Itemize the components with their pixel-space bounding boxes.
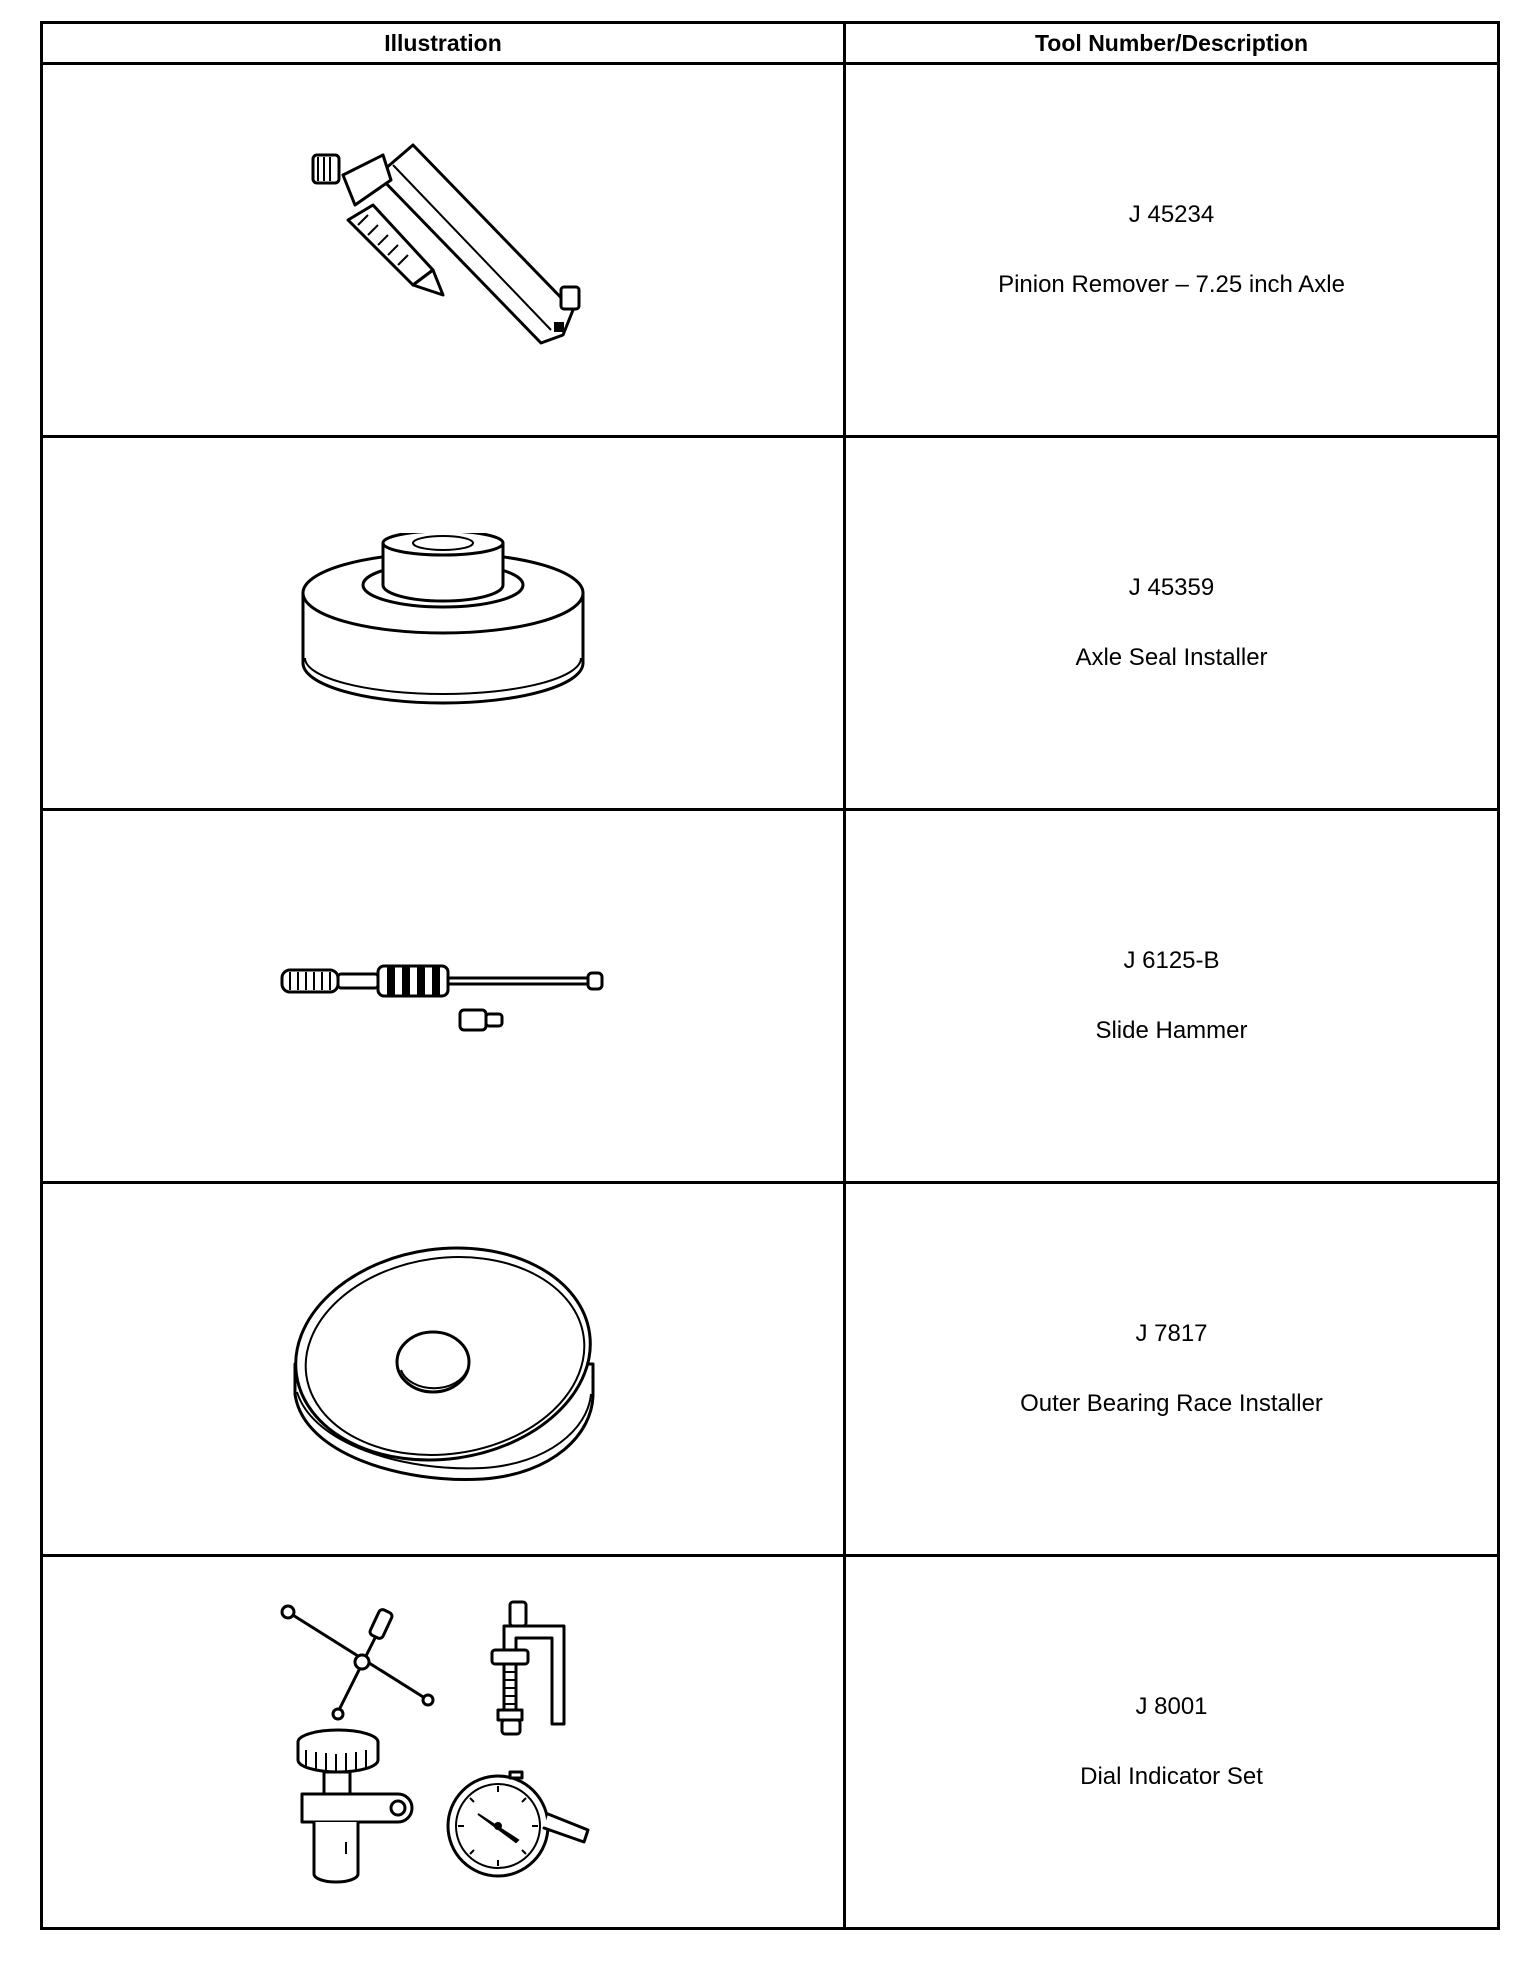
tool-number: J 45359 bbox=[1128, 574, 1215, 601]
table-row bbox=[42, 810, 1499, 1183]
tool-description: Slide Hammer bbox=[1095, 1017, 1248, 1044]
tool-description: Outer Bearing Race Installer bbox=[1020, 1390, 1323, 1417]
tool-number: J 6125-B bbox=[1123, 947, 1220, 974]
slide-hammer-icon bbox=[278, 956, 608, 1036]
illustration-cell bbox=[42, 437, 845, 810]
header-row bbox=[42, 23, 1499, 64]
tool-info-cell bbox=[845, 1556, 1499, 1929]
dial-indicator-set-icon bbox=[278, 1592, 608, 1892]
pinion-remover-icon bbox=[283, 135, 603, 365]
tool-info-cell bbox=[845, 437, 1499, 810]
axle-seal-installer-icon bbox=[293, 533, 593, 713]
table-row bbox=[42, 1556, 1499, 1929]
illustration-cell bbox=[42, 810, 845, 1183]
table-row bbox=[42, 64, 1499, 437]
illustration-cell bbox=[42, 1183, 845, 1556]
illustration-cell bbox=[42, 64, 845, 437]
tool-info-cell bbox=[845, 810, 1499, 1183]
bearing-race-installer-icon bbox=[283, 1244, 603, 1494]
tool-description: Dial Indicator Set bbox=[1080, 1763, 1263, 1790]
illustration-header: Illustration bbox=[42, 23, 845, 64]
table-row bbox=[42, 1183, 1499, 1556]
table-row bbox=[42, 437, 1499, 810]
illustration-cell bbox=[42, 1556, 845, 1929]
tool-description-header: Tool Number/Description bbox=[845, 23, 1499, 64]
tool-description: Pinion Remover – 7.25 inch Axle bbox=[998, 271, 1345, 298]
special-tools-table bbox=[40, 21, 1500, 1930]
tool-number: J 8001 bbox=[1135, 1693, 1208, 1720]
tool-number: J 45234 bbox=[1128, 201, 1215, 228]
tool-description: Axle Seal Installer bbox=[1075, 644, 1268, 671]
tool-info-cell bbox=[845, 1183, 1499, 1556]
tool-number: J 7817 bbox=[1135, 1320, 1208, 1347]
tool-info-cell bbox=[845, 64, 1499, 437]
